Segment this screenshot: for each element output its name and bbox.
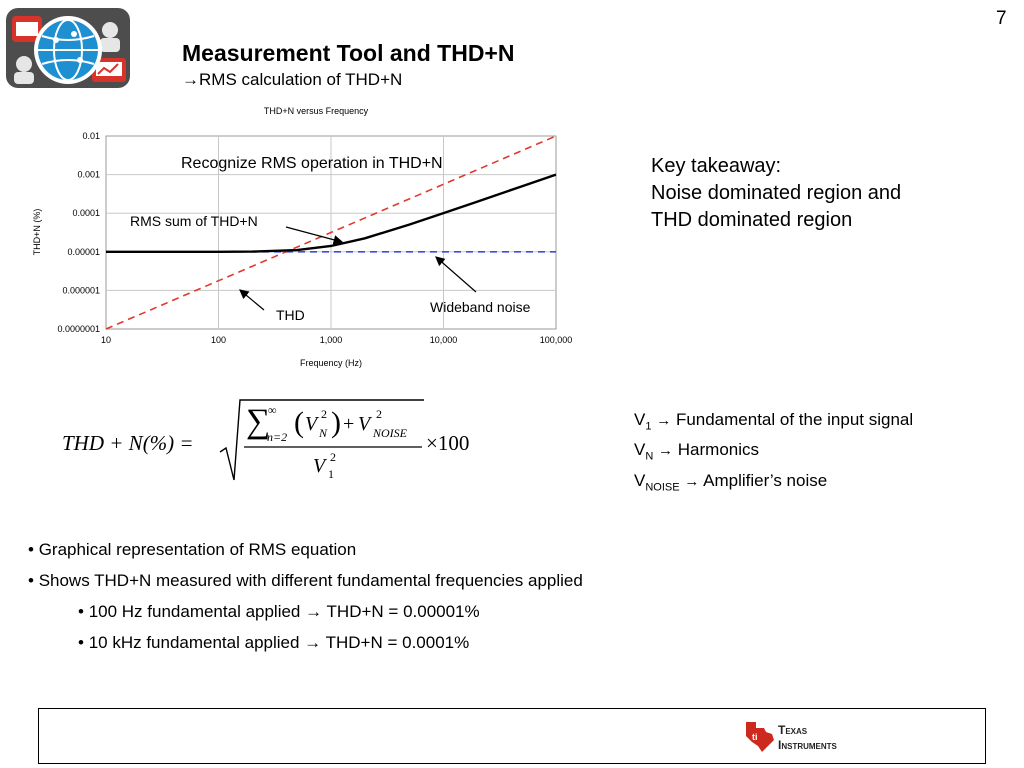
open-paren: ( — [294, 406, 304, 439]
logo-text-texas: Texas — [778, 723, 808, 737]
times-hundred: ×100 — [426, 431, 470, 455]
arrow-right-icon: → — [656, 412, 672, 429]
x-tick-label: 1,000 — [319, 335, 343, 345]
arrow-right-icon: → — [182, 70, 199, 89]
y-tick-label: 0.01 — [82, 131, 100, 141]
bullet-subitem: • 10 kHz fundamental applied → THD+N = 0.0001% — [78, 633, 470, 652]
y-tick-label: 0.00001 — [67, 246, 100, 257]
x-tick-label: 100 — [210, 335, 227, 345]
bullet-list — [28, 540, 583, 664]
sum-lower-limit: n=2 — [267, 430, 288, 444]
thd-n-chart — [24, 100, 584, 372]
power-vn: 2 — [321, 407, 327, 421]
slide-title: Measurement Tool and THD+N — [182, 40, 515, 66]
x-tick-label: 100,000 — [539, 335, 573, 345]
power-v1: 2 — [330, 450, 336, 464]
bullet-item: • Shows THD+N measured with different fundamental frequencies applied — [28, 571, 583, 590]
bullet-subitem: • 100 Hz fundamental applied → THD+N = 0.00001% — [78, 602, 480, 621]
formula-lhs: THD + N(%) = — [62, 431, 194, 455]
x-tick-label: 10,000 — [429, 335, 458, 345]
var-vn: V — [305, 413, 318, 435]
arrow-right-icon: → — [658, 442, 674, 460]
sum-symbol: ∑ — [246, 403, 271, 440]
y-tick-label: 0.000001 — [62, 285, 100, 296]
power-vnoise: 2 — [376, 407, 382, 421]
var-vnoise: V — [358, 413, 371, 435]
logo-text-instruments: Instruments — [778, 738, 837, 752]
arrow-right-icon: → — [304, 633, 322, 652]
x-tick-label: 10 — [100, 335, 112, 345]
x-axis-label: Frequency (Hz) — [299, 358, 363, 368]
sub-v1: 1 — [328, 467, 334, 481]
takeaway-line: Noise dominated region and — [651, 182, 902, 204]
variable-legend — [634, 408, 913, 499]
arrow-right-icon: → — [684, 472, 700, 490]
takeaway-line: THD dominated region — [651, 209, 853, 231]
sum-upper-limit: ∞ — [268, 403, 277, 417]
y-tick-label: 0.001 — [77, 169, 100, 180]
legend-item: $V_N$ → Harmonics — [634, 440, 760, 463]
page-number: 7 — [996, 8, 1007, 29]
annotation-thd: THD — [276, 307, 305, 323]
sub-vn: N — [319, 426, 328, 440]
close-paren: ) — [331, 406, 341, 439]
globe-network-icon — [4, 6, 132, 90]
legend-item: $V_{NOISE}$ → Amplifier’s noise — [634, 470, 828, 494]
y-axis-label: THD+N (%) — [32, 208, 42, 256]
bullet-item: • Graphical representation of RMS equation — [28, 540, 357, 559]
legend-item: $V_1$ → Fundamental of the input signal — [634, 410, 914, 433]
annotation-rms-operation: Recognize RMS operation in THD+N — [181, 155, 443, 172]
y-tick-label: 0.0001 — [72, 208, 100, 219]
sub-vnoise: NOISE — [373, 426, 407, 440]
thd-n-formula — [58, 392, 488, 492]
svg-text:ti: ti — [752, 732, 758, 742]
annotation-rms-sum: RMS sum of THD+N — [130, 213, 258, 229]
plus-sign: + — [343, 413, 355, 435]
chart-title: THD+N versus Frequency — [263, 106, 369, 116]
annotation-wideband-noise: Wideband noise — [430, 299, 531, 315]
texas-instruments-logo — [742, 718, 872, 754]
takeaway-line: Key takeaway: — [651, 155, 782, 177]
arrow-right-icon: → — [305, 602, 323, 621]
y-axis-ticks — [57, 131, 100, 334]
x-axis-ticks — [101, 335, 572, 345]
key-takeaway — [651, 153, 901, 234]
var-v1: V — [313, 455, 326, 477]
y-tick-label: 0.0000001 — [57, 324, 100, 334]
texas-state-icon — [746, 722, 774, 752]
slide-subtitle: →RMS calculation of THD+N — [182, 70, 403, 89]
